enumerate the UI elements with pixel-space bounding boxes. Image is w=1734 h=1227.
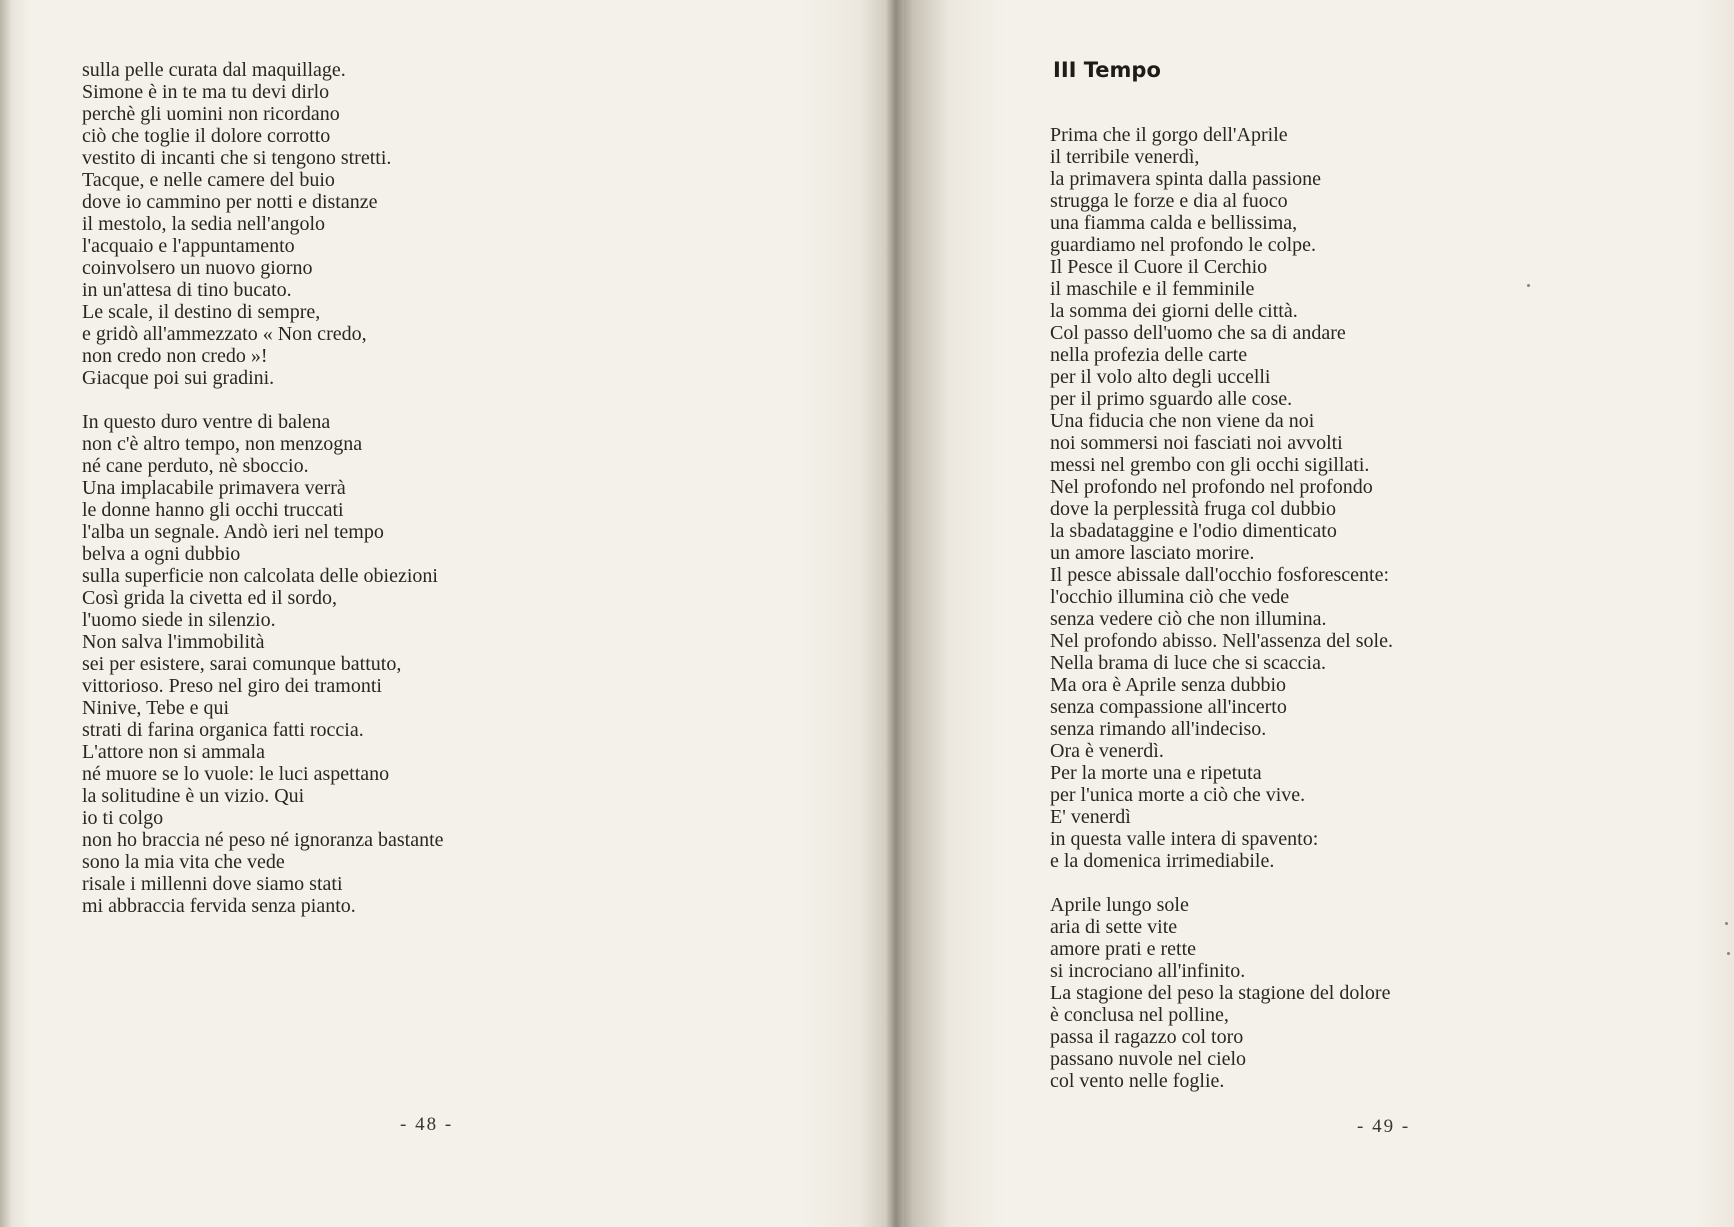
poem-line: l'acquaio e l'appuntamento bbox=[82, 235, 295, 257]
poem-line: ciò che toglie il dolore corrotto bbox=[82, 125, 331, 147]
poem-line: nella profezia delle carte bbox=[1050, 344, 1248, 366]
poem-line: messi nel grembo con gli occhi sigillati. bbox=[1050, 454, 1370, 476]
poem-line: Tacque, e nelle camere del buio bbox=[82, 169, 335, 191]
left-poem-text bbox=[82, 59, 444, 917]
poem-line: una fiamma calda e bellissima, bbox=[1050, 212, 1298, 234]
poem-line: dove io cammino per notti e distanze bbox=[82, 191, 378, 213]
poem-line: il mestolo, la sedia nell'angolo bbox=[82, 213, 325, 235]
paper-speck bbox=[1527, 284, 1530, 287]
poem-line: non ho braccia né peso né ignoranza bastante bbox=[82, 829, 444, 851]
book-gutter bbox=[886, 0, 904, 1227]
poem-line: senza rimando all'indeciso. bbox=[1050, 718, 1267, 740]
poem-line: vestito di incanti che si tengono stretti. bbox=[82, 147, 392, 169]
poem-line: Le scale, il destino di sempre, bbox=[82, 301, 321, 323]
poem-line: sulla superficie non calcolata delle obiezioni bbox=[82, 565, 438, 587]
poem-line: risale i millenni dove siamo stati bbox=[82, 873, 343, 895]
poem-line: col vento nelle foglie. bbox=[1050, 1070, 1225, 1092]
poem-line: Così grida la civetta ed il sordo, bbox=[82, 587, 337, 609]
poem-line: L'attore non si ammala bbox=[82, 741, 265, 763]
stanza-break bbox=[82, 389, 444, 411]
poem-line: perchè gli uomini non ricordano bbox=[82, 103, 340, 125]
poem-line: la solitudine è un vizio. Qui bbox=[82, 785, 305, 807]
poem-line: il maschile e il femminile bbox=[1050, 278, 1255, 300]
poem-line: la sbadataggine e l'odio dimenticato bbox=[1050, 520, 1337, 542]
poem-line: e la domenica irrimediabile. bbox=[1050, 850, 1275, 872]
poem-line: mi abbraccia fervida senza pianto. bbox=[82, 895, 356, 917]
poem-line: sono la mia vita che vede bbox=[82, 851, 285, 873]
poem-line: un amore lasciato morire. bbox=[1050, 542, 1255, 564]
poem-line: belva a ogni dubbio bbox=[82, 543, 241, 565]
poem-line: in questa valle intera di spavento: bbox=[1050, 828, 1319, 850]
poem-line: sei per esistere, sarai comunque battuto, bbox=[82, 653, 402, 675]
poem-line: In questo duro ventre di balena bbox=[82, 411, 331, 433]
paper-speck bbox=[1727, 952, 1730, 955]
poem-line: Per la morte una e ripetuta bbox=[1050, 762, 1262, 784]
poem-line: il terribile venerdì, bbox=[1050, 146, 1200, 168]
poem-line: passano nuvole nel cielo bbox=[1050, 1048, 1247, 1070]
poem-line: passa il ragazzo col toro bbox=[1050, 1026, 1244, 1048]
poem-line: coinvolsero un nuovo giorno bbox=[82, 257, 313, 279]
poem-line: io ti colgo bbox=[82, 807, 164, 829]
poem-line: Ninive, Tebe e qui bbox=[82, 697, 230, 719]
poem-line: per l'unica morte a ciò che vive. bbox=[1050, 784, 1306, 806]
poem-line: per il primo sguardo alle cose. bbox=[1050, 388, 1293, 410]
right-page-number: - 49 - bbox=[1357, 1116, 1411, 1137]
poem-line: la primavera spinta dalla passione bbox=[1050, 168, 1322, 190]
right-page bbox=[895, 0, 1734, 1227]
poem-line: strugga le forze e dia al fuoco bbox=[1050, 190, 1288, 212]
poem-line: Nel profondo abisso. Nell'assenza del sole. bbox=[1050, 630, 1393, 652]
poem-line: Aprile lungo sole bbox=[1050, 894, 1189, 916]
poem-line: Giacque poi sui gradini. bbox=[82, 367, 275, 389]
poem-line: Una implacabile primavera verrà bbox=[82, 477, 346, 499]
poem-line: Ora è venerdì. bbox=[1050, 740, 1164, 762]
poem-line: è conclusa nel polline, bbox=[1050, 1004, 1229, 1026]
poem-line: l'occhio illumina ciò che vede bbox=[1050, 586, 1290, 608]
left-page-number: - 48 - bbox=[400, 1114, 454, 1135]
poem-line: vittorioso. Preso nel giro dei tramonti bbox=[82, 675, 382, 697]
poem-line: Ma ora è Aprile senza dubbio bbox=[1050, 674, 1287, 696]
poem-line: E' venerdì bbox=[1050, 806, 1131, 828]
poem-line: la somma dei giorni delle città. bbox=[1050, 300, 1298, 322]
poem-line: le donne hanno gli occhi truccati bbox=[82, 499, 344, 521]
poem-line: noi sommersi noi fasciati noi avvolti bbox=[1050, 432, 1343, 454]
poem-line: La stagione del peso la stagione del dolore bbox=[1050, 982, 1391, 1004]
poem-line: per il volo alto degli uccelli bbox=[1050, 366, 1271, 388]
poem-line: aria di sette vite bbox=[1050, 916, 1178, 938]
poem-line: Simone è in te ma tu devi dirlo bbox=[82, 81, 330, 103]
poem-line: Il Pesce il Cuore il Cerchio bbox=[1050, 256, 1268, 278]
poem-line: Non salva l'immobilità bbox=[82, 631, 265, 653]
poem-line: non credo non credo »! bbox=[82, 345, 268, 367]
paper-speck bbox=[1725, 922, 1728, 925]
poem-line: Nella brama di luce che si scaccia. bbox=[1050, 652, 1326, 674]
poem-line: amore prati e rette bbox=[1050, 938, 1197, 960]
poem-line: strati di farina organica fatti roccia. bbox=[82, 719, 364, 741]
poem-line: e gridò all'ammezzato « Non credo, bbox=[82, 323, 367, 345]
poem-line: sulla pelle curata dal maquillage. bbox=[82, 59, 346, 81]
poem-line: né cane perduto, nè sboccio. bbox=[82, 455, 309, 477]
poem-line: in un'attesa di tino bucato. bbox=[82, 279, 292, 301]
poem-line: né muore se lo vuole: le luci aspettano bbox=[82, 763, 390, 785]
poem-line: senza compassione all'incerto bbox=[1050, 696, 1287, 718]
poem-line: l'uomo siede in silenzio. bbox=[82, 609, 276, 631]
section-heading: III Tempo bbox=[1053, 58, 1161, 82]
poem-line: l'alba un segnale. Andò ieri nel tempo bbox=[82, 521, 384, 543]
poem-line: non c'è altro tempo, non menzogna bbox=[82, 433, 363, 455]
poem-line: guardiamo nel profondo le colpe. bbox=[1050, 234, 1317, 256]
poem-line: senza vedere ciò che non illumina. bbox=[1050, 608, 1327, 630]
stanza-break bbox=[1050, 872, 1393, 894]
poem-line: dove la perplessità fruga col dubbio bbox=[1050, 498, 1337, 520]
poem-line: Nel profondo nel profondo nel profondo bbox=[1050, 476, 1373, 498]
poem-line: Prima che il gorgo dell'Aprile bbox=[1050, 124, 1288, 146]
poem-line: Il pesce abissale dall'occhio fosforescente: bbox=[1050, 564, 1390, 586]
poem-line: Una fiducia che non viene da noi bbox=[1050, 410, 1315, 432]
right-poem-text bbox=[1050, 124, 1393, 1092]
poem-line: si incrociano all'infinito. bbox=[1050, 960, 1246, 982]
poem-line: Col passo dell'uomo che sa di andare bbox=[1050, 322, 1346, 344]
